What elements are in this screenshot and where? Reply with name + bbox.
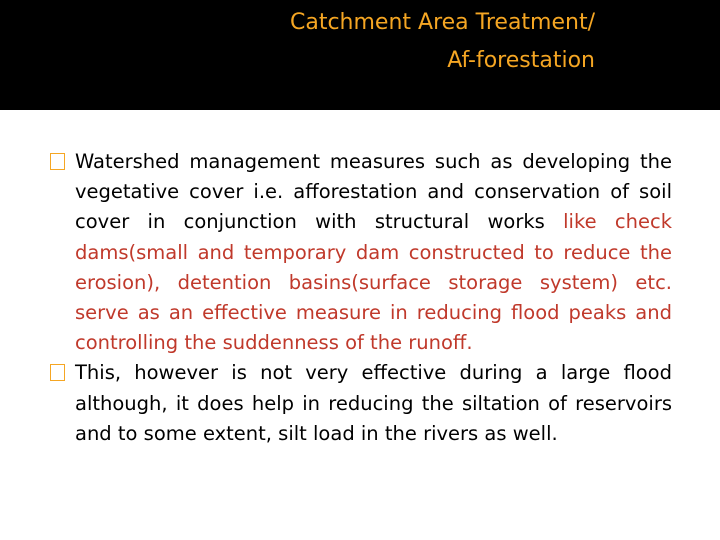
- bullet-highlighted-text: like check dams(small and temporary dam constructed to reduce the erosion), detention basins(surface storage system) etc. serve as an effective measure in reducing flood peaks and controlling the suddenness of the runoff.: [75, 210, 672, 355]
- title-band: [0, 0, 720, 110]
- bullet-text: Watershed management measures such as developing the vegetative cover i.e. afforestation and conservation of soil cover in conjunction with structural works: [75, 150, 672, 234]
- slide-title-line-2: Af-forestation: [447, 48, 595, 73]
- square-bullet-icon: [50, 153, 65, 170]
- slide-content: [50, 147, 672, 449]
- bullet-text: This, however is not very effective during a large flood although, it does help in reducing the siltation of reservoirs and to some extent, silt load in the rivers as well.: [75, 361, 672, 445]
- slide-title-line-1: Catchment Area Treatment/: [289, 10, 595, 35]
- square-bullet-icon: [50, 364, 65, 381]
- bullet-item: [50, 147, 672, 358]
- bullet-item: [50, 358, 672, 449]
